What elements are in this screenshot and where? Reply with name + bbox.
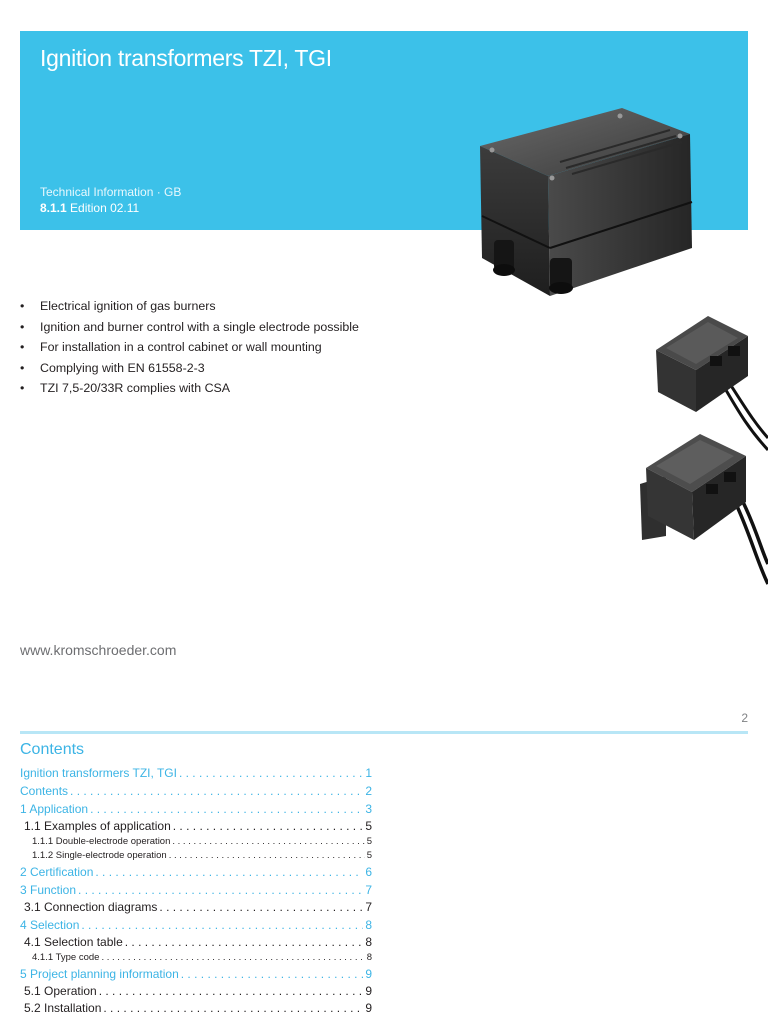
toc-entry[interactable] <box>20 951 372 965</box>
toc-entry-page: 9 <box>365 984 372 998</box>
website-link[interactable]: www.kromschroeder.com <box>20 642 177 658</box>
toc-entry-page: 8 <box>366 952 372 963</box>
toc-leader <box>90 800 363 818</box>
toc-entry-title: 4.1.1 Type code <box>32 952 100 963</box>
contents-heading: Contents <box>20 741 85 758</box>
toc-leader <box>95 863 363 881</box>
toc-leader <box>70 782 363 800</box>
toc-entry-page: 7 <box>365 883 372 897</box>
edition-line <box>40 200 181 216</box>
toc-leader <box>159 899 363 916</box>
toc-entry[interactable] <box>20 835 372 849</box>
toc-entry-title: Ignition transformers TZI, TGI <box>20 766 177 780</box>
toc-entry[interactable] <box>20 1000 372 1017</box>
page-number: 2 <box>741 711 748 725</box>
toc-leader <box>173 818 364 835</box>
toc-leader <box>179 764 363 782</box>
toc-entry[interactable] <box>20 849 372 863</box>
toc-entry-page: 5 <box>366 836 372 847</box>
toc-entry-title: 5 Project planning information <box>20 967 179 981</box>
toc-leader <box>99 983 364 1000</box>
table-of-contents <box>20 764 372 1017</box>
toc-leader <box>103 1000 363 1017</box>
toc-entry-title: 3.1 Connection diagrams <box>24 900 158 914</box>
toc-entry[interactable] <box>20 983 372 1000</box>
toc-entry-page: 8 <box>365 935 372 949</box>
toc-entry[interactable] <box>20 818 372 835</box>
toc-entry-page: 9 <box>365 1001 372 1015</box>
toc-entry-title: 4.1 Selection table <box>24 935 123 949</box>
doc-code: 8.1.1 <box>40 201 67 215</box>
toc-leader <box>172 835 364 849</box>
transformer-housing-image <box>470 98 700 304</box>
toc-entry[interactable] <box>20 965 372 983</box>
toc-entry[interactable] <box>20 934 372 951</box>
toc-leader <box>169 849 365 863</box>
toc-entry[interactable] <box>20 916 372 934</box>
toc-leader <box>101 951 364 965</box>
toc-entry-title: 1.1.1 Double-electrode operation <box>32 836 171 847</box>
toc-entry-title: 3 Function <box>20 883 77 897</box>
toc-leader <box>181 965 364 983</box>
toc-entry[interactable] <box>20 899 372 916</box>
toc-entry-title: 2 Certification <box>20 865 94 879</box>
feature-item: • Electrical ignition of gas burners <box>20 296 450 317</box>
feature-list <box>20 296 450 399</box>
feature-item: • For installation in a control cabinet or wall mounting <box>20 337 450 358</box>
toc-leader <box>125 934 364 951</box>
toc-entry[interactable] <box>20 881 372 899</box>
toc-entry[interactable] <box>20 800 372 818</box>
toc-entry[interactable] <box>20 764 372 782</box>
toc-entry-title: 1.1.2 Single-electrode operation <box>32 850 167 861</box>
toc-entry-title: 1.1 Examples of application <box>24 819 171 833</box>
toc-entry-page: 6 <box>365 865 372 879</box>
toc-entry-page: 8 <box>365 918 372 932</box>
feature-item: • Ignition and burner control with a single electrode possible <box>20 317 450 338</box>
toc-entry-page: 7 <box>365 900 372 914</box>
toc-entry-page: 2 <box>365 784 372 798</box>
toc-entry-title: 5.2 Installation <box>24 1001 102 1015</box>
toc-entry-title: 4 Selection <box>20 918 80 932</box>
edition: Edition 02.11 <box>70 201 140 215</box>
toc-entry-page: 9 <box>365 967 372 981</box>
toc-leader <box>78 881 363 899</box>
toc-leader <box>81 916 363 934</box>
toc-entry-page: 5 <box>366 850 372 861</box>
toc-entry[interactable] <box>20 782 372 800</box>
page-divider <box>20 731 748 734</box>
toc-entry-page: 3 <box>365 802 372 816</box>
feature-item: • Complying with EN 61558-2-3 <box>20 358 450 379</box>
toc-entry-title: 1 Application <box>20 802 89 816</box>
subtitle-line: Technical Information · GB <box>40 185 182 199</box>
feature-item: • TZI 7,5-20/33R complies with CSA <box>20 378 450 399</box>
toc-entry-page: 5 <box>365 819 372 833</box>
mounted-transformer-image <box>632 424 768 604</box>
document-title: Ignition transformers TZI, TGI <box>40 45 332 71</box>
toc-entry[interactable] <box>20 863 372 881</box>
document-subtitle <box>40 184 181 216</box>
toc-entry-title: 5.1 Operation <box>24 984 97 998</box>
toc-entry-title: Contents <box>20 784 69 798</box>
toc-entry-page: 1 <box>365 766 372 780</box>
